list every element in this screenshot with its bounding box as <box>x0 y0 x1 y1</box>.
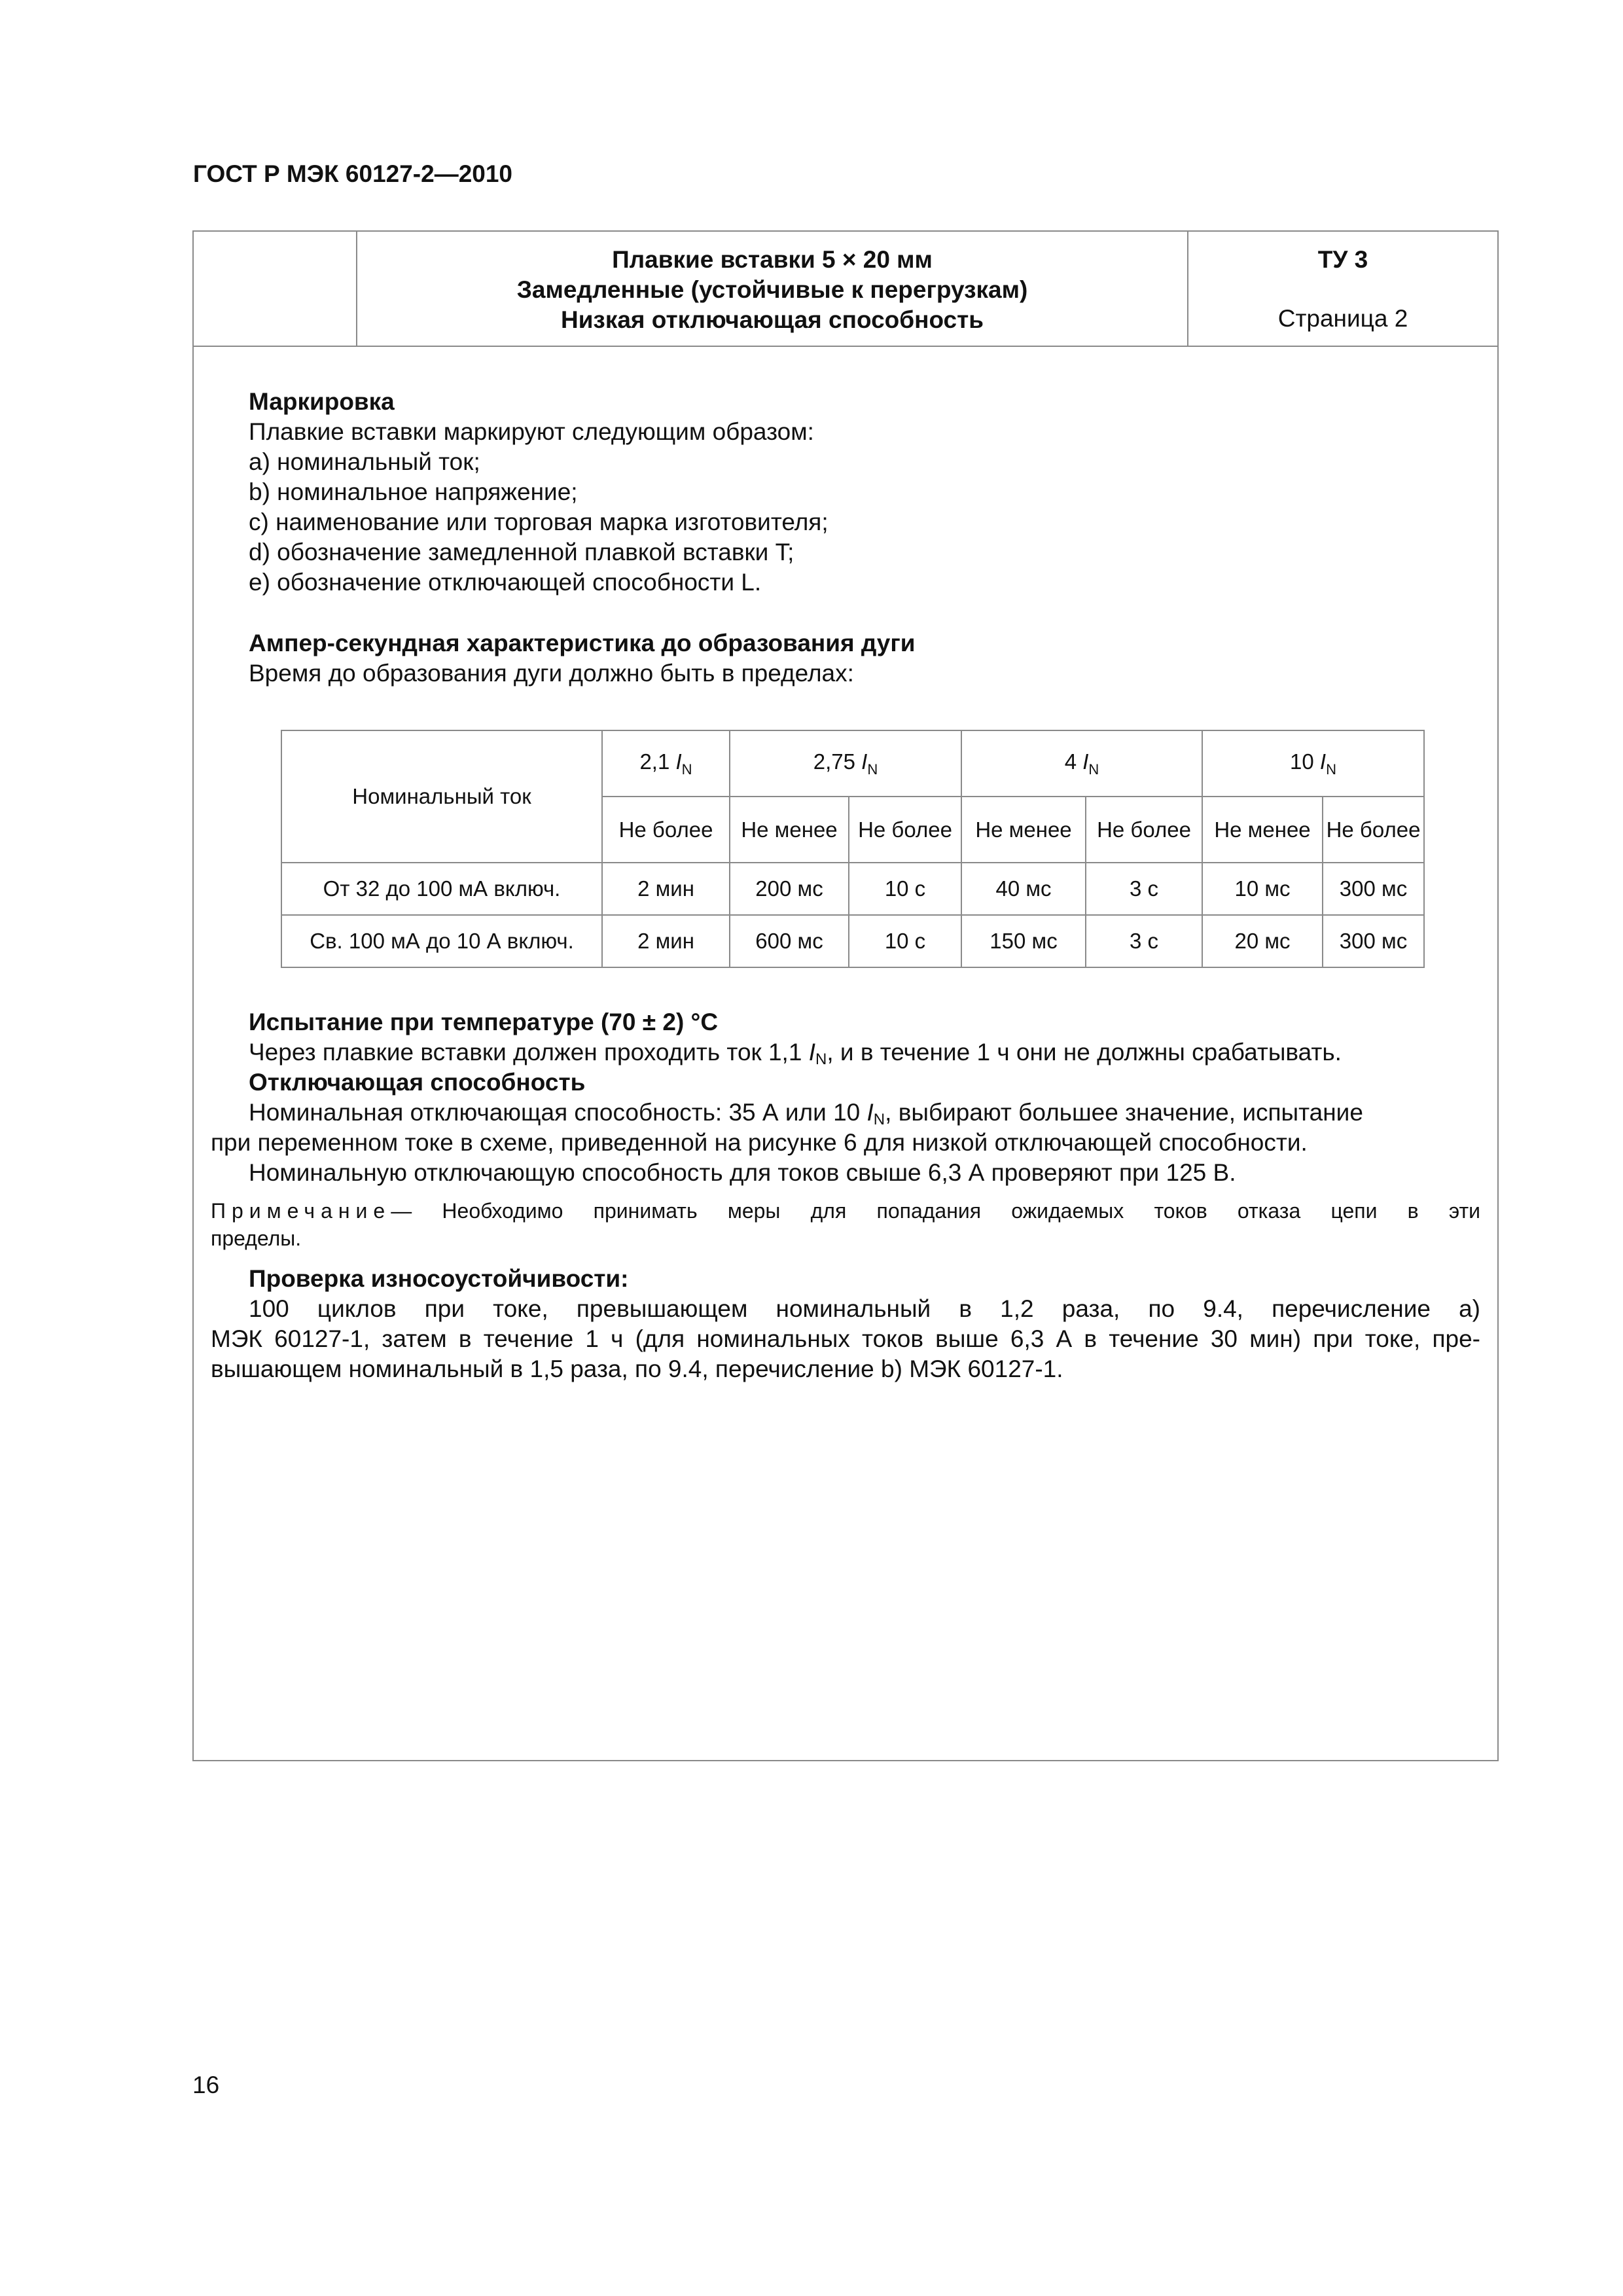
table-cell: 20 мс <box>1202 915 1323 967</box>
header-title-line1: Плавкие вставки 5 × 20 мм <box>612 246 933 273</box>
table-row-header: Номинальный ток <box>281 730 602 863</box>
sub-header: Не менее <box>1202 797 1323 863</box>
sub-header: Не менее <box>730 797 849 863</box>
header-sheet-cell <box>1188 232 1497 346</box>
sub-header: Не более <box>602 797 730 863</box>
header-title-cell <box>357 232 1188 346</box>
temperature-test-heading: Испытание при температуре (70 ± 2) °С <box>249 1009 719 1035</box>
table-cell: 10 мс <box>1202 863 1323 915</box>
table-cell: 2 мин <box>602 863 730 915</box>
sub-header: Не более <box>1323 797 1424 863</box>
marking-item-b: b) номинальное напряжение; <box>249 478 578 505</box>
sheet-header <box>194 232 1497 347</box>
sheet-page: Страница 2 <box>1277 305 1408 332</box>
table-cell: 150 мс <box>961 915 1086 967</box>
breaking-capacity-p1-line1: Номинальная отключающая способность: 35 А или 10 $I_N$, выбирают большее значение, испытание <box>249 1099 1363 1128</box>
endurance-line1: 100 циклов при токе, превышающем номинальный в 1,2 раза, по 9.4, перечисление a) <box>249 1295 1480 1322</box>
ampere-second-heading: Ампер-секундная характеристика до образования дуги <box>249 630 916 656</box>
document-code: ГОСТ Р МЭК 60127-2—2010 <box>193 160 513 187</box>
marking-item-d: d) обозначение замедленной плавкой вставки T; <box>249 539 794 565</box>
note-line1: Примечание— Необходимо принимать меры для попадания ожидаемых токов отказа цепи в эти <box>211 1199 1480 1223</box>
table-cell: 40 мс <box>961 863 1086 915</box>
marking-item-a: a) номинальный ток; <box>249 448 480 475</box>
breaking-capacity-heading: Отключающая способность <box>249 1069 586 1096</box>
col-group-4: 4 $I_N$ <box>961 730 1202 797</box>
table-cell: 2 мин <box>602 915 730 967</box>
sheet-frame <box>192 230 1499 1761</box>
marking-item-e: e) обозначение отключающей способности L. <box>249 569 762 596</box>
table-cell: 300 мс <box>1323 915 1424 967</box>
sheet-code: ТУ 3 <box>1317 246 1368 273</box>
table-row <box>281 863 1424 915</box>
table-cell: 300 мс <box>1323 863 1424 915</box>
header-title-line3: Низкая отключающая способность <box>560 306 984 333</box>
header-title-line2: Замедленные (устойчивые к перегрузкам) <box>516 276 1028 303</box>
marking-intro: Плавкие вставки маркируют следующим образом: <box>249 418 814 445</box>
row-label: Св. 100 мА до 10 А включ. <box>281 915 602 967</box>
sub-header: Не более <box>1086 797 1202 863</box>
note-label: Примечание <box>211 1199 391 1223</box>
header-blank-cell <box>194 232 357 346</box>
table-cell: 600 мс <box>730 915 849 967</box>
breaking-capacity-p2: Номинальную отключающую способность для токов свыше 6,3 А проверяют при 125 В. <box>249 1159 1236 1186</box>
sub-header: Не менее <box>961 797 1086 863</box>
page-number: 16 <box>192 2072 220 2098</box>
temperature-test-text: Через плавкие вставки должен проходить ток 1,1 $I_N$, и в течение 1 ч они не должны срабатывать. <box>249 1039 1342 1068</box>
table-cell: 3 с <box>1086 863 1202 915</box>
endurance-heading: Проверка износоустойчивости: <box>249 1265 629 1292</box>
col-group-10: 10 $I_N$ <box>1202 730 1424 797</box>
endurance-line2: МЭК 60127-1, затем в течение 1 ч (для номинальных токов выше 6,3 А в течение 30 мин) при токе, пре- <box>211 1325 1480 1352</box>
marking-item-c: c) наименование или торговая марка изготовителя; <box>249 509 829 535</box>
table-cell: 3 с <box>1086 915 1202 967</box>
note-line2: пределы. <box>211 1227 302 1250</box>
col-group-2-1: 2,1 $I_N$ <box>602 730 730 797</box>
marking-heading: Маркировка <box>249 388 395 415</box>
ampere-second-intro: Время до образования дуги должно быть в пределах: <box>249 660 854 687</box>
table-cell: 10 с <box>849 863 961 915</box>
breaking-capacity-p1-line2: при переменном токе в схеме, приведенной на рисунке 6 для низкой отключающей способности. <box>211 1129 1308 1156</box>
col-group-2-75: 2,75 $I_N$ <box>730 730 961 797</box>
table-cell: 10 с <box>849 915 961 967</box>
sub-header: Не более <box>849 797 961 863</box>
row-label: От 32 до 100 мА включ. <box>281 863 602 915</box>
pre-arcing-table <box>281 730 1425 968</box>
endurance-line3: вышающем номинальный в 1,5 раза, по 9.4, перечисление b) МЭК 60127-1. <box>211 1355 1063 1382</box>
table-row <box>281 915 1424 967</box>
table-cell: 200 мс <box>730 863 849 915</box>
